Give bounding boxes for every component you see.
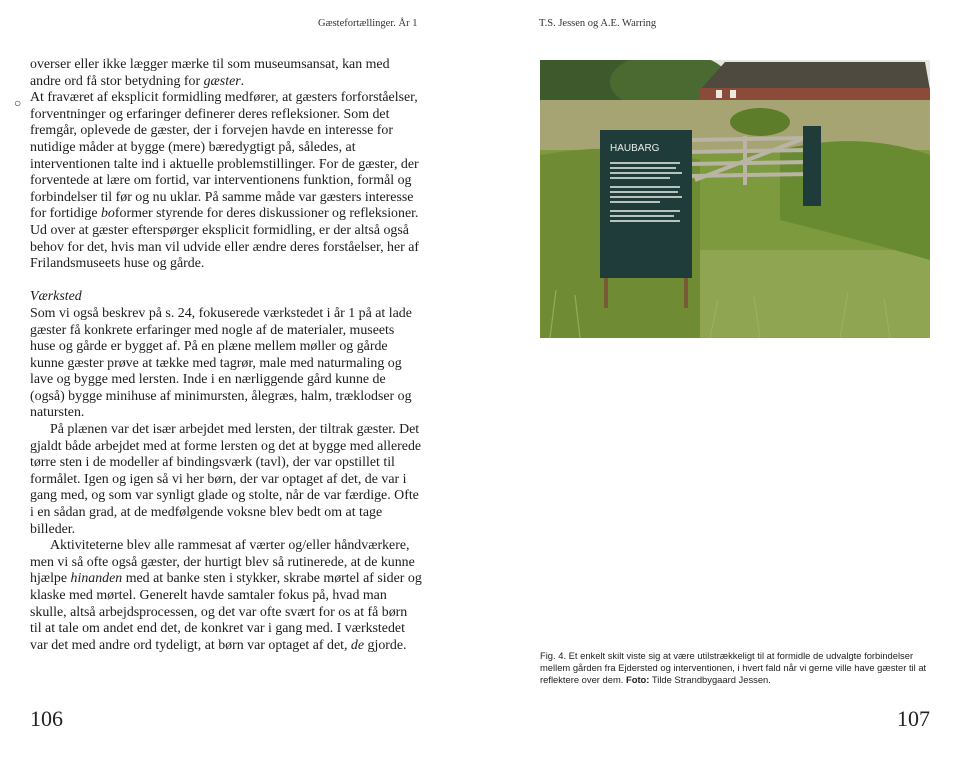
running-head-left: Gæstefortællinger. År 1	[318, 18, 418, 29]
section-heading: Værksted	[30, 289, 82, 305]
paragraph-3: Som vi også beskrev på s. 24, fokuserede værkstedet i år 1 på at lade gæster få konkrete erfaringer med nogle af de materialer, museets huse og gårde er bygget af. På en plæne mellem møller og gårde kunne gæster prøve at tække med tagrør, male med naturmaling og lave og bygge med lersten. Inde i en nærliggende gård kunne de (også) bygge minihuse af minimursten, ålegræs, halm, træklodser og natursten.	[30, 305, 412, 421]
photo-haubarg-sign	[540, 60, 930, 338]
page-number-right: 107	[897, 706, 930, 731]
paragraph-1: overser eller ikke lægger mærke til som museumsansat, kan med andre ord få stor betydning for gæster.	[30, 57, 390, 89]
sign-title: HAUBARG	[610, 143, 660, 154]
paragraph-4: På plænen var det især arbejdet med lersten, der tiltrak gæster. Det gjaldt både arbejdet med at forme lersten og det at bygge med allerede tørre sten i de modeller af bindingsværk (tavl), der var opstillet til formålet. Igen og igen så vi her børn, der var optaget af det, de var i gang med, og som var synligt glade og stolte, når de var færdige. Ofte i en sådan grad, at de medfølgende voksne blev bedt om at tage billeder.	[30, 422, 422, 537]
paragraph-2: At fraværet af eksplicit formidling medfører, at gæsters forforståelser, forventninger og erfaringer definerer deres refleksioner. Som det fremgår, oplevede de gæster, der i forvejen havde en interesse for nutidige måder at bygge (mere) bæredygtigt på, således, at interventionen talte ind i aktuelle problemstillinger. For de gæster, der forventede at lære om fortid, var interventionens funktion, formål og forbindelser til før og nu uklar. På samme måde var gæsters interesse for fortidige boformer styrende for deres diskussioner og refleksioner. Ud over at gæster efterspørger eksplicit formidling, er der altså også behov for det, hvis man vil udvide eller ændre deres forståelser, her af Frilandsmuseets huse og gårde.	[30, 90, 420, 272]
paragraph-5: Aktiviteterne blev alle rammesat af værter og/eller håndværkere, men vi så ofte også gæster, der hurtigt blev så rutinerede, at de kunne hjælpe hinanden med at banke sten i stykker, skrabe mørtel af sider og klaske med mørtel. Generelt havde samtaler fokus på, hvad man skulle, altså arbejdsprocessen, og det var ofte svært for os at få børn til at tale om andet end det, de konkret var i gang med. I værkstedet var det med andre ord tydeligt, at børn var optaget af det, de gjorde.	[30, 538, 422, 653]
margin-marker: ○	[14, 96, 22, 110]
page-number-left: 106	[30, 706, 63, 731]
body-text-column	[30, 57, 422, 654]
running-head-right: T.S. Jessen og A.E. Warring	[539, 18, 657, 29]
figure-caption: Fig. 4. Et enkelt skilt viste sig at være utilstrækkeligt til at formidle de udvalgte forbindelser mellem gården fra Ejdersted og interventionen, i hvert fald når vi gerne ville have gæster til at reflektere over dem. Foto: Tilde Strandbygaard Jessen.	[540, 650, 927, 685]
